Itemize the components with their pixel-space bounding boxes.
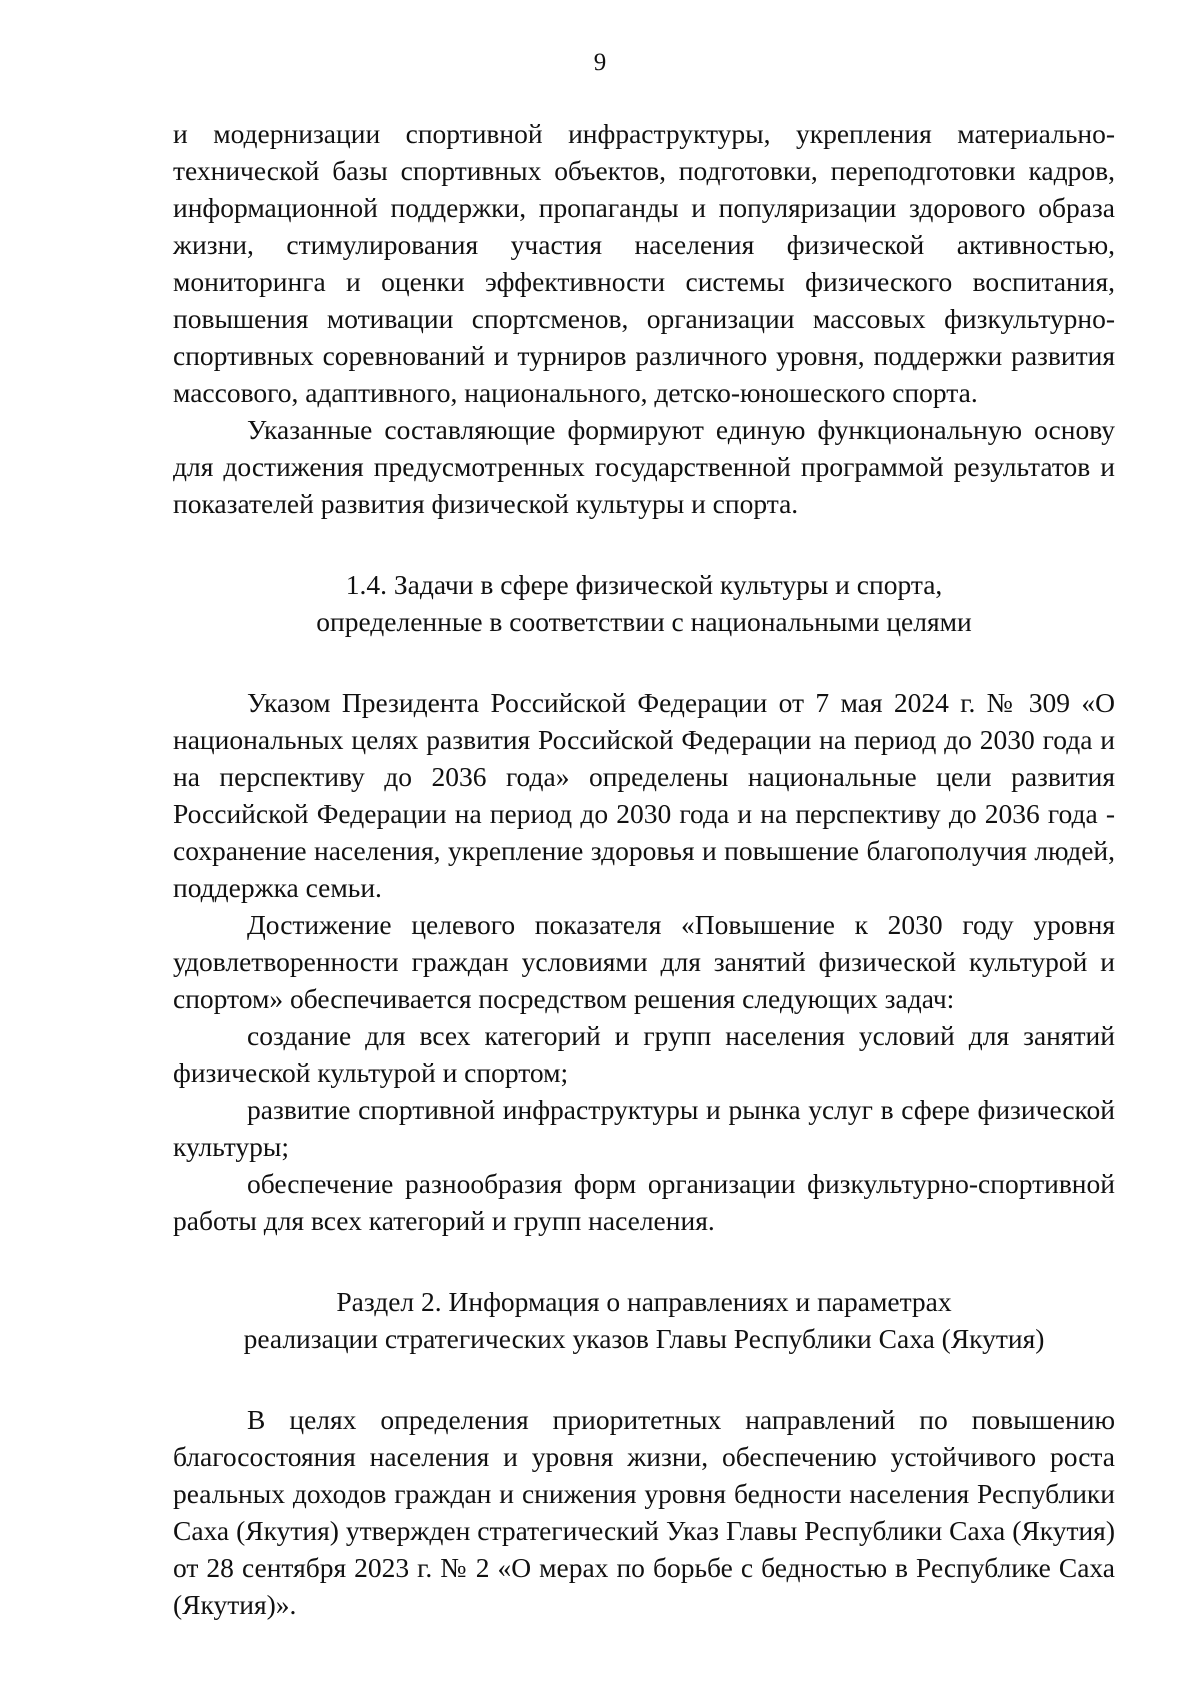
section-heading-1-4 — [173, 566, 1115, 640]
page-number: 9 — [593, 49, 607, 76]
heading-line: Раздел 2. Информация о направлениях и параметрах — [336, 1286, 952, 1317]
paragraph-components: Указанные составляющие формируют единую функциональную основу для достижения предусмотренных государственной программой результатов и показателей развития физической культуры и спорта. — [173, 414, 1115, 519]
paragraph-target-indicator: Достижение целевого показателя «Повышение к 2030 году уровня удовлетворенности граждан условиями для занятий физической культурой и спортом» обеспечивается посредством решения следующих задач: — [173, 909, 1115, 1014]
document-body — [173, 115, 1115, 1623]
heading-line: реализации стратегических указов Главы Республики Саха (Якутия) — [243, 1323, 1045, 1354]
task-item: обеспечение разнообразия форм организации физкультурно-спортивной работы для всех категорий и групп населения. — [173, 1168, 1115, 1236]
task-item: развитие спортивной инфраструктуры и рынка услуг в сфере физической культуры; — [173, 1094, 1115, 1162]
heading-line: определенные в соответствии с национальными целями — [316, 606, 972, 637]
paragraph-strategic-decree: В целях определения приоритетных направлений по повышению благосостояния населения и уровня жизни, обеспечению устойчивого роста реальных доходов граждан и снижения уровня бедности населения Республики Саха (Якутия) утвержден стратегический Указ Главы Республики Саха (Якутия) от 28 сентября 2023 г. № 2 «О мерах по борьбе с бедностью в Республике Саха (Якутия)». — [173, 1404, 1115, 1620]
task-item: создание для всех категорий и групп населения условий для занятий физической культурой и спортом; — [173, 1020, 1115, 1088]
paragraph-decree: Указом Президента Российской Федерации от 7 мая 2024 г. № 309 «О национальных целях развития Российской Федерации на период до 2030 года и на перспективу до 2036 года» определены национальные цели развития Российской Федерации на период до 2030 года и на перспективу до 2036 года - сохранение населения, укрепление здоровья и повышение благополучия людей, поддержка семьи. — [173, 687, 1115, 903]
paragraph-continuation: и модернизации спортивной инфраструктуры, укрепления материально-технической базы спортивных объектов, подготовки, переподготовки кадров, информационной поддержки, пропаганды и популяризации здорового образа жизни, стимулирования участия населения физической активностью, мониторинга и оценки эффективности системы физического воспитания, повышения мотивации спортсменов, организации массовых физкультурно-спортивных соревнований и турниров различного уровня, поддержки развития массового, адаптивного, национального, детско-юношеского спорта. — [173, 118, 1115, 408]
section-heading-2 — [173, 1283, 1115, 1357]
heading-line: 1.4. Задачи в сфере физической культуры и спорта, — [345, 569, 943, 600]
